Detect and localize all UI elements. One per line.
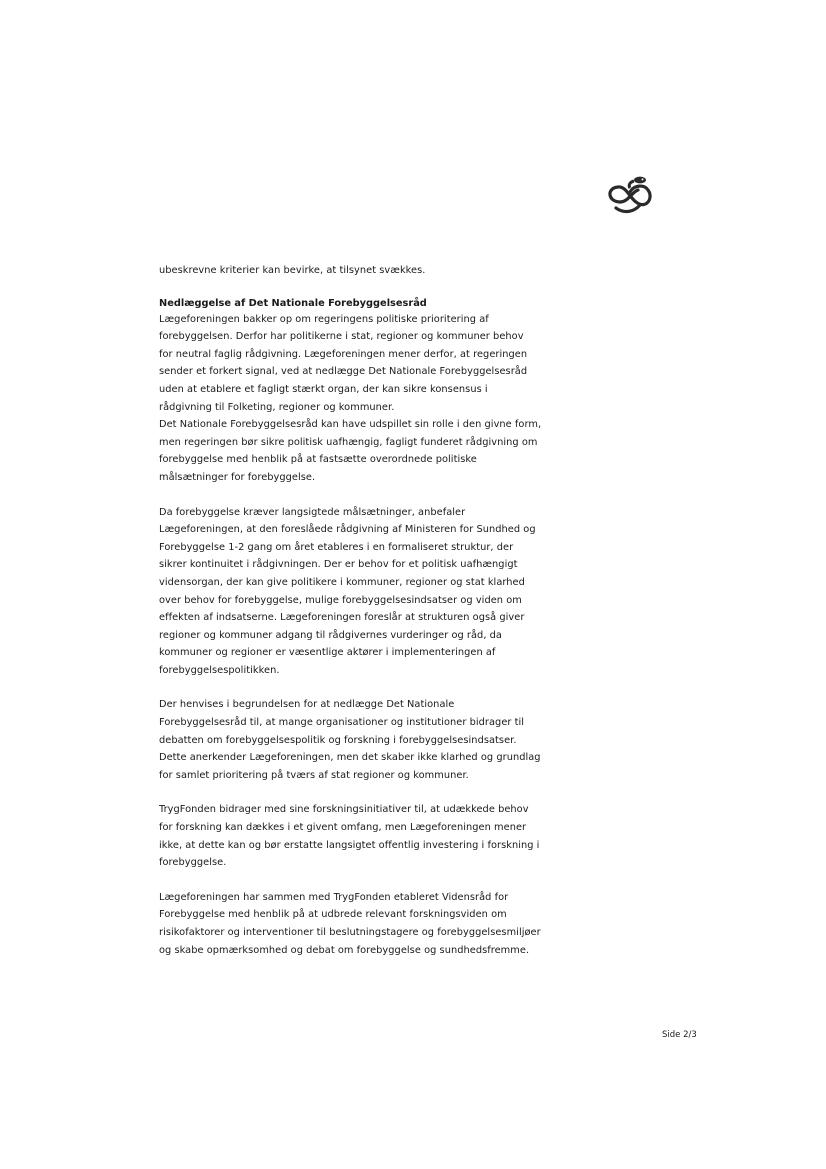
text-line: og skabe opmærksomhed og debat om forebyggelse og sundhedsfremme. — [159, 944, 530, 956]
serpent-infinity-logo-icon — [604, 172, 656, 216]
text-line: effekten af indsatserne. Lægeforeningen foreslår at strukturen også giver — [159, 612, 525, 624]
text-line: Forebyggelse 1-2 gang om året etableres i en formaliseret struktur, der — [159, 541, 514, 553]
intro-line: ubeskrevne kriterier kan bevirke, at tilsynet svækkes. — [159, 265, 426, 276]
text-line: Forebyggelsesråd til, at mange organisationer og institutioner bidrager til — [159, 717, 525, 729]
text-line: Lægeforeningen, at den foreslåede rådgivning af Ministeren for Sundhed og — [159, 524, 536, 536]
paragraph-2 — [159, 504, 579, 680]
text-line: sender et forkert signal, ved at nedlægge Det Nationale Forebyggelsesråd — [159, 366, 528, 378]
text-line: vidensorgan, der kan give politikere i kommuner, regioner og stat klarhed — [159, 576, 525, 588]
text-line: debatten om forebyggelsespolitik og forskning i forebyggelsesindsatser. — [159, 734, 517, 746]
text-line: Dette anerkender Lægeforeningen, men det skaber ikke klarhed og grundlag — [159, 752, 541, 764]
text-line: for neutral faglig rådgivning. Lægeforeningen mener derfor, at regeringen — [159, 348, 528, 360]
text-line: ikke, at dette kan og bør erstatte langsigtet offentlig investering i forskning i — [159, 839, 540, 851]
text-line: Da forebyggelse kræver langsigtede målsætninger, anbefaler — [159, 506, 466, 518]
text-line: Lægeforeningen har sammen med TrygFonden etableret Vidensråd for — [159, 891, 509, 903]
text-line: TrygFonden bidrager med sine forskningsinitiativer til, at udækkede behov — [159, 804, 529, 816]
text-line: Lægeforeningen bakker op om regeringens politiske prioritering af — [159, 313, 489, 325]
paragraph-5 — [159, 889, 579, 959]
text-line: kommuner og regioner er væsentlige aktører i implementeringen af — [159, 647, 496, 659]
text-line: risikofaktorer og interventioner til beslutningstagere og forebyggelsesmiljøer — [159, 927, 541, 938]
logo — [604, 172, 656, 216]
text-line: over behov for forebyggelse, mulige forebyggelsesindsatser og viden om — [159, 594, 522, 606]
text-line: forebyggelse. — [159, 857, 227, 869]
text-line: forebyggelsen. Derfor har politikerne i stat, regioner og kommuner behov — [159, 331, 524, 343]
text-line: forebyggelsespolitikken. — [159, 664, 280, 676]
paragraph-4 — [159, 801, 579, 871]
text-line: Der henvises i begrundelsen for at nedlægge Det Nationale — [159, 699, 455, 711]
section-heading: Nedlæggelse af Det Nationale Forebyggelsesråd — [159, 297, 427, 309]
text-line: for forskning kan dækkes i et givent omfang, men Lægeforeningen mener — [159, 822, 527, 834]
text-line: sikrer kontinuitet i rådgivningen. Der er behov for et politisk uafhængigt — [159, 559, 518, 571]
text-line: regioner og kommuner adgang til rådgivernes vurderinger og råd, da — [159, 629, 502, 641]
text-line: Forebyggelse med henblik på at udbrede relevant forskningsviden om — [159, 909, 507, 921]
paragraph-1 — [159, 311, 579, 487]
text-line: men regeringen bør sikre politisk uafhængig, fagligt funderet rådgivning om — [159, 436, 538, 448]
page-number: Side 2/3 — [662, 1030, 697, 1040]
text-line: for samlet prioritering på tværs af stat regioner og kommuner. — [159, 769, 469, 781]
text-line: forebyggelse med henblik på at fastsætte overordnede politiske — [159, 454, 477, 466]
paragraph-3 — [159, 696, 579, 784]
text-line: uden at etablere et fagligt stærkt organ, der kan sikre konsensus i — [159, 383, 488, 395]
text-line: Det Nationale Forebyggelsesråd kan have udspillet sin rolle i den givne form, — [159, 419, 542, 431]
text-line: rådgivning til Folketing, regioner og kommuner. — [159, 401, 395, 413]
text-line: målsætninger for forebyggelse. — [159, 471, 316, 483]
letter-body — [159, 262, 579, 959]
